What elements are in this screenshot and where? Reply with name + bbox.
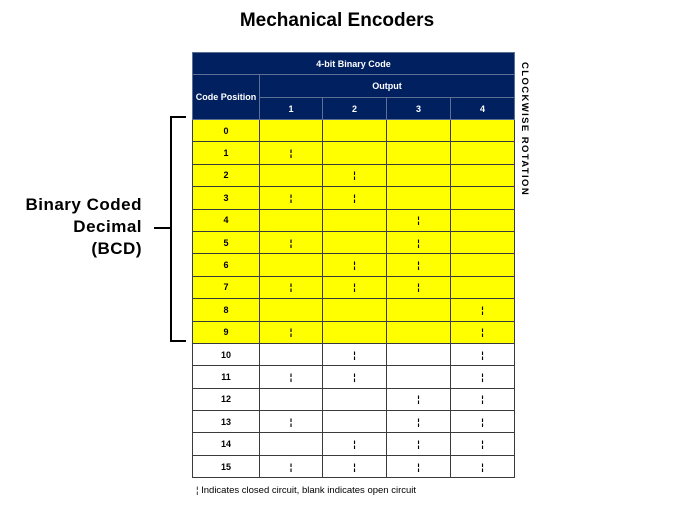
output-4-cell — [451, 276, 515, 298]
code-position-cell: 2 — [193, 164, 260, 186]
output-2-cell: ¦ — [323, 343, 387, 365]
output-3-cell: ¦ — [387, 276, 451, 298]
output-1-cell — [260, 299, 323, 321]
output-3-cell — [387, 299, 451, 321]
output-column-1: 1 — [260, 98, 323, 120]
output-1-cell — [260, 120, 323, 142]
code-position-cell: 3 — [193, 187, 260, 209]
code-position-cell: 15 — [193, 455, 260, 477]
output-4-cell: ¦ — [451, 388, 515, 410]
output-1-cell — [260, 433, 323, 455]
output-3-cell: ¦ — [387, 411, 451, 433]
output-2-cell: ¦ — [323, 164, 387, 186]
output-3-cell: ¦ — [387, 455, 451, 477]
code-position-cell: 9 — [193, 321, 260, 343]
page-title: Mechanical Encoders — [239, 10, 435, 31]
output-4-cell: ¦ — [451, 343, 515, 365]
output-4-cell — [451, 164, 515, 186]
output-3-cell — [387, 187, 451, 209]
footnote: ¦ Indicates closed circuit, blank indicates open circuit — [196, 485, 417, 496]
table-row — [193, 142, 515, 164]
table-body — [193, 120, 515, 478]
output-1-cell: ¦ — [260, 142, 323, 164]
output-4-cell — [451, 142, 515, 164]
bcd-bracket-line — [171, 117, 186, 341]
table-row — [193, 411, 515, 433]
code-position-cell: 7 — [193, 276, 260, 298]
bcd-label-line-2: Decimal — [73, 217, 142, 236]
rotation-label: CLOCKWISE ROTATION — [519, 62, 530, 197]
table-row — [193, 276, 515, 298]
bcd-bracket — [150, 116, 190, 344]
output-1-cell: ¦ — [260, 321, 323, 343]
table-row — [193, 366, 515, 388]
table-row — [193, 433, 515, 455]
output-4-cell: ¦ — [451, 321, 515, 343]
table-row — [193, 231, 515, 253]
table-row — [193, 388, 515, 410]
bcd-label — [0, 194, 142, 260]
output-4-cell: ¦ — [451, 455, 515, 477]
output-2-cell — [323, 388, 387, 410]
code-position-cell: 8 — [193, 299, 260, 321]
output-3-cell — [387, 321, 451, 343]
code-position-cell: 6 — [193, 254, 260, 276]
output-4-cell: ¦ — [451, 411, 515, 433]
output-1-cell — [260, 254, 323, 276]
table-row — [193, 209, 515, 231]
code-position-cell: 5 — [193, 231, 260, 253]
output-3-cell: ¦ — [387, 231, 451, 253]
code-position-cell: 0 — [193, 120, 260, 142]
output-2-cell: ¦ — [323, 276, 387, 298]
output-3-cell: ¦ — [387, 254, 451, 276]
code-position-header: Code Position — [193, 75, 260, 120]
output-1-cell: ¦ — [260, 455, 323, 477]
output-1-cell — [260, 343, 323, 365]
output-2-cell — [323, 321, 387, 343]
bcd-label-line-1: Binary Coded — [25, 195, 142, 214]
output-3-cell: ¦ — [387, 433, 451, 455]
table-row — [193, 321, 515, 343]
output-4-cell: ¦ — [451, 299, 515, 321]
output-column-3: 3 — [387, 98, 451, 120]
output-2-cell: ¦ — [323, 433, 387, 455]
output-2-cell: ¦ — [323, 254, 387, 276]
output-4-cell — [451, 187, 515, 209]
table-row — [193, 455, 515, 477]
output-3-cell: ¦ — [387, 209, 451, 231]
table-row — [193, 187, 515, 209]
code-position-cell: 11 — [193, 366, 260, 388]
output-1-cell: ¦ — [260, 276, 323, 298]
output-3-cell — [387, 164, 451, 186]
output-column-4: 4 — [451, 98, 515, 120]
output-2-cell — [323, 142, 387, 164]
output-header: Output — [260, 75, 515, 98]
output-3-cell — [387, 120, 451, 142]
output-3-cell — [387, 343, 451, 365]
output-2-cell — [323, 231, 387, 253]
output-4-cell — [451, 231, 515, 253]
code-position-cell: 4 — [193, 209, 260, 231]
code-position-cell: 12 — [193, 388, 260, 410]
code-position-cell: 10 — [193, 343, 260, 365]
output-4-cell — [451, 209, 515, 231]
output-4-cell — [451, 120, 515, 142]
output-4-cell: ¦ — [451, 366, 515, 388]
output-2-cell — [323, 120, 387, 142]
output-1-cell: ¦ — [260, 366, 323, 388]
binary-code-table — [192, 52, 515, 478]
output-4-cell: ¦ — [451, 433, 515, 455]
table-row — [193, 164, 515, 186]
output-1-cell — [260, 388, 323, 410]
table-row — [193, 254, 515, 276]
table-title: 4-bit Binary Code — [193, 53, 515, 75]
output-1-cell: ¦ — [260, 231, 323, 253]
code-position-cell: 13 — [193, 411, 260, 433]
code-position-cell: 1 — [193, 142, 260, 164]
output-2-cell: ¦ — [323, 187, 387, 209]
output-1-cell: ¦ — [260, 411, 323, 433]
output-column-2: 2 — [323, 98, 387, 120]
output-2-cell: ¦ — [323, 455, 387, 477]
output-3-cell: ¦ — [387, 388, 451, 410]
output-4-cell — [451, 254, 515, 276]
code-position-cell: 14 — [193, 433, 260, 455]
table-row — [193, 343, 515, 365]
bcd-label-line-3: (BCD) — [91, 239, 142, 258]
output-2-cell — [323, 411, 387, 433]
output-1-cell — [260, 164, 323, 186]
output-2-cell: ¦ — [323, 366, 387, 388]
output-1-cell: ¦ — [260, 187, 323, 209]
table-row — [193, 299, 515, 321]
output-2-cell — [323, 299, 387, 321]
output-1-cell — [260, 209, 323, 231]
table-row — [193, 120, 515, 142]
output-3-cell — [387, 142, 451, 164]
output-2-cell — [323, 209, 387, 231]
output-3-cell — [387, 366, 451, 388]
